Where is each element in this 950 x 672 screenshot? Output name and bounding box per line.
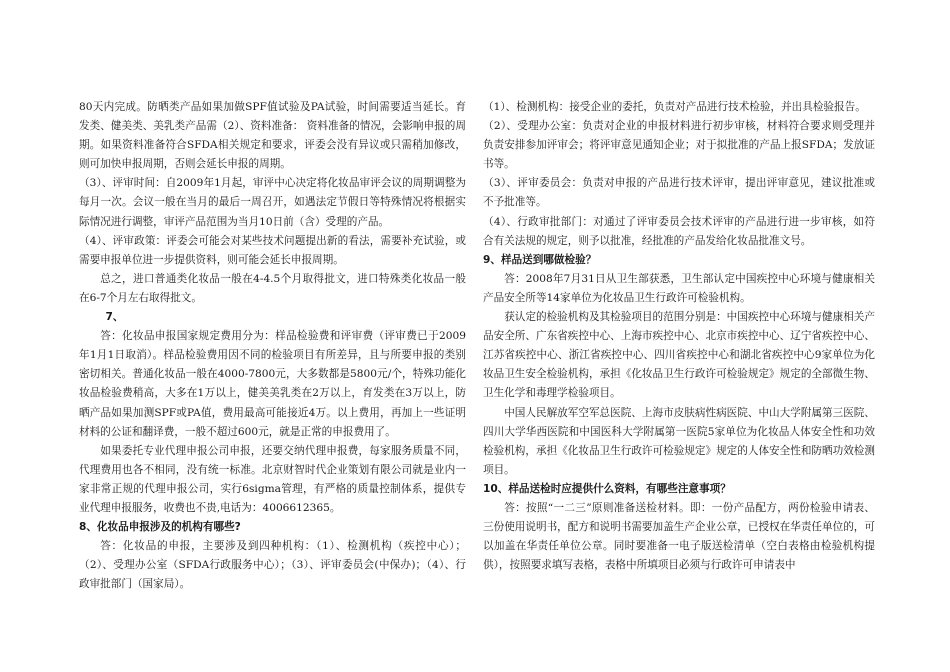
section-heading-8: 8、化妆品申报涉及的机构有哪些?: [79, 521, 241, 534]
paragraph: （2）、受理办公室：负责对企业的申报材料进行初步审核，材料符合要求则受理并负责安排参加评审会；将评审意见通知企业；对于拟批准的产品上报SFDA；发放证书等。: [483, 120, 875, 171]
paragraph: 总之，进口普通类化妆品一般在4-4.5个月取得批文，进口特殊类化妆品一般在6-7个月左右取得批文。: [79, 272, 466, 304]
section-heading-10: 10、样品送检时应提供什么资料，有哪些注意事项？: [483, 482, 731, 495]
paragraph: 中国人民解放军空军总医院、上海市皮肤病性病医院、中山大学附属第三医院、四川大学华西医院和中国医科大学附属第一医院5家单位为化妆品人体安全性和功效检验机构，承担《化妆品卫生行政许可检验规定》规定的人体安全性和防晒功效检测项目。: [483, 406, 875, 476]
paragraph: （3）、评审委员会：负责对申报的产品进行技术评审，提出评审意见，建议批准或不予批准等。: [483, 177, 875, 209]
paragraph: （4）、评审政策：评委会可能会对某些技术问题提出新的看法，需要补充试验，或需要申报单位进一步提供资料，则可能会延长申报周期。: [79, 234, 466, 266]
paragraph: 80天内完成。防晒类产品如果加做SPF值试验及PA试验，时间需要适当延长。育发类、健美类、美乳类产品需（2）、资料准备： 资料准备的情况，会影响申报的周期。如果资料准备符合SFDA相关规定和要求，评委会没有异议或只需稍加修改，则可加快申报周期，否则会延长申报的周期。: [79, 101, 466, 171]
right-column: [483, 98, 875, 575]
paragraph: （4）、行政审批部门：对通过了评审委员会技术评审的产品进行进一步审核，如符合有关法规的规定，则予以批准，经批准的产品发给化妆品批准文号。: [483, 215, 875, 247]
paragraph: 答：化妆品的申报，主要涉及到四种机构：（1）、检测机构（疾控中心）；（2）、受理办公室（SFDA行政服务中心）；（3）、评审委员会(中保办)；（4）、行政审批部门（国家局）。: [79, 540, 466, 591]
paragraph: 如果委托专业代理申报公司申报，还要交纳代理申报费，每家服务质量不同，代理费用也各不相同，没有统一标准。北京财智时代企业策划有限公司就是业内一家非常正规的代理申报公司，实行6sigma管理，有严格的质量控制体系，提供专业代理申报服务，收费也不贵,电话为：4006612365。: [79, 444, 466, 514]
paragraph: （1）、检测机构：接受企业的委托，负责对产品进行技术检验，并出具检验报告。: [483, 101, 866, 113]
section-heading-9: 9、样品送到哪做检验？: [483, 253, 597, 266]
paragraph: （3）、评审时间：自2009年1月起，审评中心决定将化妆品审评会议的周期调整为每月一次。会议一般在当月的最后一周召开，如遇法定节假日等特殊情况将根据实际情况进行调整，审评产品范围为当月10日前（含）受理的产品。: [79, 177, 466, 228]
paragraph: 答：按照“一二三”原则准备送检材料。即：一份产品配方，两份检验申请表、三份使用说明书，配方和说明书需要加盖生产企业公章，已授权在华责任单位的，可以加盖在华责任单位公章。同时要准备一电子版送检清单（空白表格由检验机构提供），按照要求填写表格，表格中所填项目必须与行政许可申请表中: [483, 501, 875, 572]
paragraph: 获认定的检验机构及其检验项目的范围分别是：中国疾控中心环境与健康相关产品安全所、广东省疾控中心、上海市疾控中心、北京市疾控中心、辽宁省疾控中心、江苏省疾控中心、浙江省疾控中心、四川省疾控中心和湖北省疾控中心9家单位为化妆品卫生安全检验机构，承担《化妆品卫生行政许可检验规定》规定的全部微生物、卫生化学和毒理学检验项目。: [483, 311, 875, 400]
section-heading-7: 7、: [105, 311, 124, 324]
paragraph: 答：化妆品申报国家规定费用分为：样品检验费和评审费（评审费已于2009年1月1日取消）。样品检验费用因不同的检验项目有所差异，且与所要申报的类别密切相关。普通化妆品一般在4000-7800元，大多数都是5800元/个，特殊功能化妆品检验费稍高，大多在1万以上，健美美乳类在2万以上，育发类在3万以上，防晒产品如果加测SPF或PA值，费用最高可能接近4万。以上费用，再加上一些证明材料的公证和翻译费，一般不超过600元，就是正常的申报费用了。: [79, 330, 466, 438]
paragraph: 答：2008年7月31日从卫生部获悉，卫生部认定中国疾控中心环境与健康相关产品安全所等14家单位为化妆品卫生行政许可检验机构。: [483, 272, 875, 304]
left-column: [79, 98, 466, 594]
